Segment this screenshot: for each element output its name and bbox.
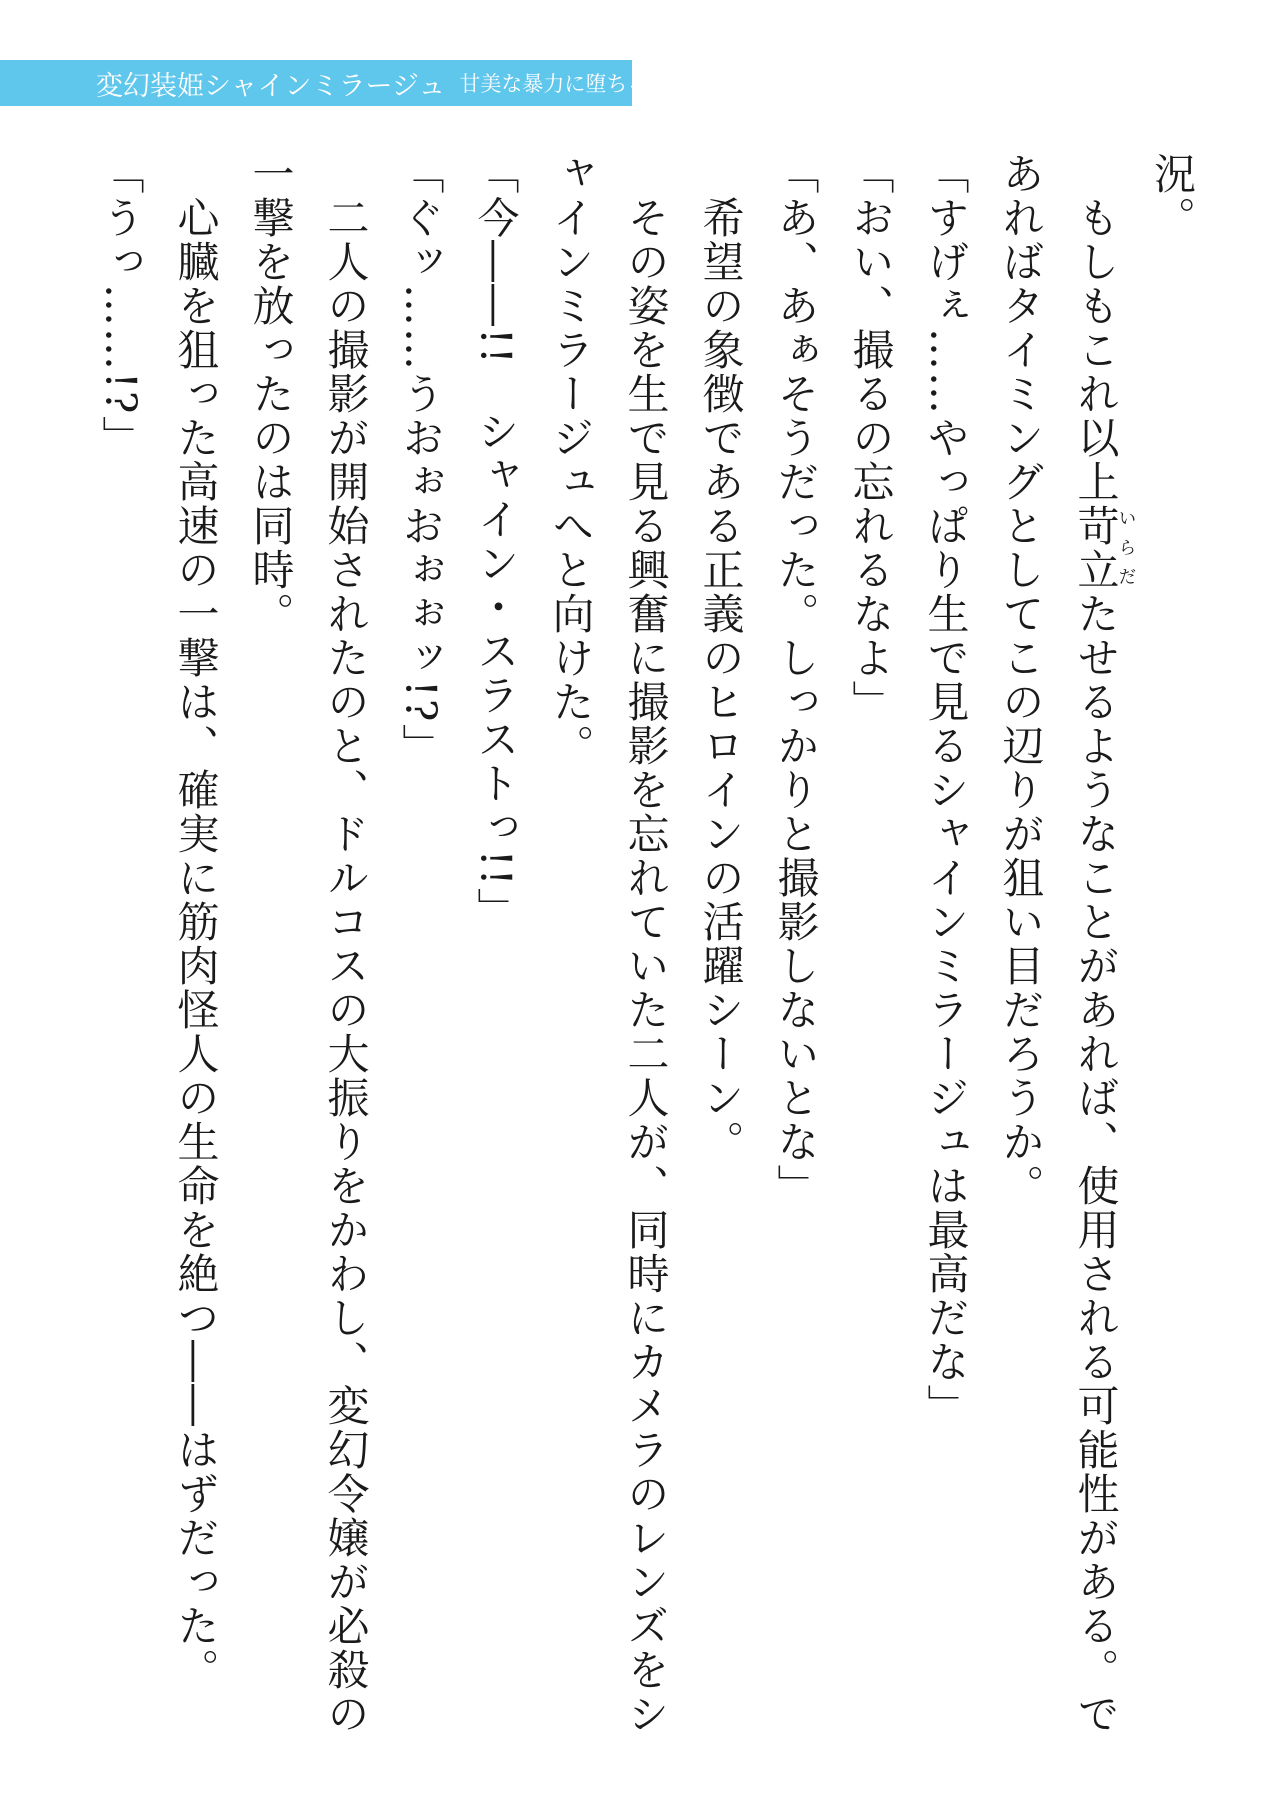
paragraph: 「今――!! シャイン・スラストっ!!」	[471, 152, 521, 932]
header-bar	[0, 60, 691, 106]
paragraph: 二人の撮影が開始されたのと、ドルコスの大振りをかわし、変幻令嬢が必殺の一撃を放ったのは同時。	[246, 152, 371, 1736]
vertical-text-body	[50, 152, 1210, 1752]
ruby-annotation	[1071, 504, 1137, 592]
paragraph: 「おい、撮るの忘れるなよ」	[846, 152, 896, 724]
paragraph: 況。	[1148, 152, 1197, 240]
ruby-reading: いらだ	[1115, 504, 1137, 592]
paragraph: 「ぐッ……うおぉおぉぉッ!?」	[396, 152, 446, 768]
series-title: 変幻装姫シャインミラージュ	[96, 70, 446, 102]
paragraph: 希望の象徴である正義のヒロインの活躍シーン。	[696, 152, 746, 1164]
paragraph: 「あ、あぁそうだった。しっかりと撮影しないとな」	[771, 152, 821, 1208]
text-segment: もしもこれ以上	[1071, 152, 1121, 504]
paragraph: 心臓を狙った高速の一撃は、確実に筋肉怪人の生命を絶つ――はずだった。	[171, 152, 221, 1692]
paragraph-with-ruby	[984, 152, 1136, 1752]
paragraph: その姿を生で見る興奮に撮影を忘れていた二人が、同時にカメラのレンズをシャインミラージュへと向けた。	[546, 152, 671, 1736]
ruby-base: 苛立	[1071, 504, 1121, 592]
book-subtitle: 甘美な暴力に堕ちる正義	[459, 72, 691, 96]
paragraph: 「すげぇ……やっぱり生で見るシャインミラージュは最高だな」	[921, 152, 971, 1428]
paragraph: 「うっ……!?」	[96, 152, 146, 460]
text-segment: たせるようなことがあれば、使用される可能性がある。であればタイミングとしてこの辺りが狙い目だろうか。	[996, 152, 1121, 1736]
